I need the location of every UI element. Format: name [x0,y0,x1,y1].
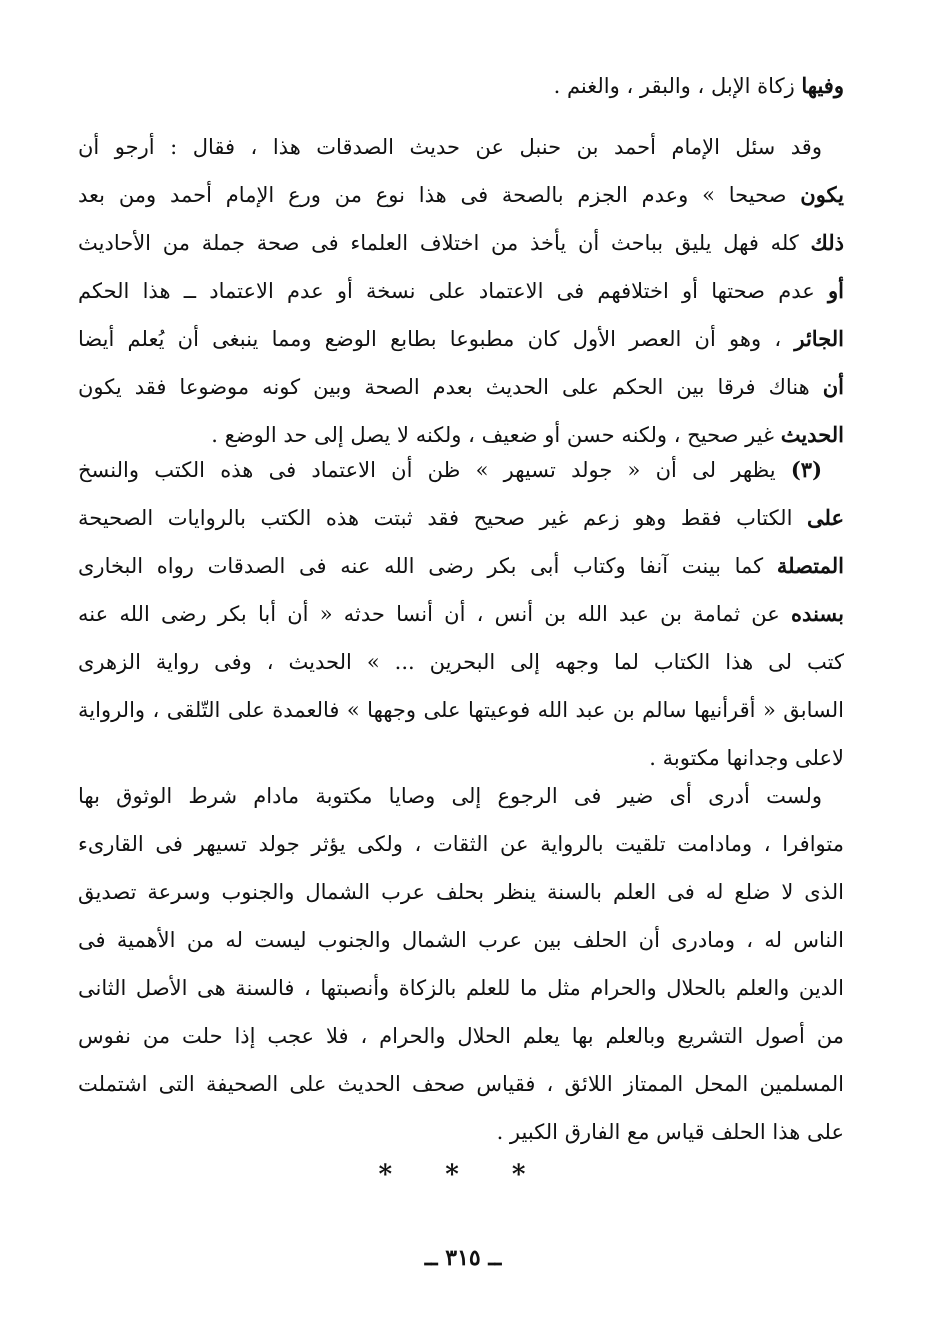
line-text: ولست أدرى أى ضير فى الرجوع إلى وصايا مكتوبة مادام شرط الوثوق بها [78,784,822,808]
line-text: وقد سئل الإمام أحمد بن حنبل عن حديث الصدقات هذا ، فقال : أرجو أن [78,135,822,159]
line-lead-word: على [807,505,844,530]
line-text: كله فهل يليق بباحث أن يأخذ من اختلاف العلماء فى صحة جملة من الأحاديث [78,231,811,255]
text-line [78,446,844,494]
line-lead-word: الحديث [780,422,844,447]
text-line [78,542,844,590]
line-text: من أصول التشريع وبالعلم بها يعلم الحلال والحرام ، فلا عجب إذا حلت من نفوس [78,1024,844,1048]
line-text: السابق « أقرأنيها سالم بن عبد الله فوعيتها على وجهها » فالعمدة على التّلقى ، والرواية [78,698,844,722]
text-line [78,1012,844,1060]
line-text: ، وهو أن العصر الأول كان مطبوعا بطابع الوضع ومما ينبغى أن يُعلم أيضا [78,327,795,351]
line-lead-word: يكون [800,182,844,207]
line-text: زكاة الإبل ، والبقر ، والغنم . [553,74,802,98]
text-line [78,868,844,916]
text-line [78,772,844,820]
section-divider: * * * [378,1160,548,1190]
line-lead-word: أو [828,278,844,303]
text-line [78,123,844,171]
page-number: ــ ٣١٥ ــ [424,1245,502,1271]
line-text: هناك فرقا بين الحكم على الحديث بعدم الصحة وبين كونه موضوعا فقد يكون [78,375,823,399]
line-lead-word: (٣) [790,457,822,482]
line-text: يظهر لى أن « جولد تسيهر » ظن أن الاعتماد فى هذه الكتب والنسخ [78,458,791,482]
line-text: لاعلى وجدانها مكتوبة . [649,746,844,770]
line-text: عدم صحتها أو اختلافهم فى الاعتماد على نسخة أو عدم الاعتماد ــ هذا الحكم [78,279,829,303]
text-line [78,267,844,315]
line-lead-word: وفيها [801,73,844,98]
text-line [78,686,844,734]
paragraph [78,123,844,459]
paragraph [78,62,844,110]
line-lead-word: أن [822,374,844,399]
line-text: الكتاب فقط وهو زعم غير صحيح فقد ثبتت هذه الكتب بالروايات الصحيحة [78,506,807,530]
line-text: الناس له ، ومادرى أن الحلف بين عرب الشمال والجنوب ليست له من الأهمية فى [78,928,844,952]
text-line [78,494,844,542]
text-line [78,590,844,638]
paragraph [78,446,844,782]
line-text: متوافرا ، ومادامت تلقيت بالرواية عن الثقات ، ولكى يؤثر جولد تسيهر فى القارىء [78,832,844,856]
line-text: الذى لا ضلع له فى العلم بالسنة ينظر بحلف عرب الشمال والجنوب وسرعة تصديق [78,880,844,904]
paragraph [78,772,844,1156]
text-line [78,638,844,686]
line-text: عن ثمامة بن عبد الله بن أنس ، أن أنسا حدثه « أن أبا بكر رضى الله عنه [78,602,792,626]
text-line [78,1108,844,1156]
text-line [78,964,844,1012]
line-text: الدين والعلم بالحلال والحرام مثل ما للعلم بالزكاة وأنصبتها ، فالسنة هى الأصل الثانى [78,976,844,1000]
line-text: صحيحا » وعدم الجزم بالصحة فى هذا نوع من ورع الإمام أحمد ومن بعد [78,183,801,207]
line-lead-word: الجائر [794,326,844,351]
text-line [78,315,844,363]
line-lead-word: ذلك [810,230,844,255]
text-line [78,62,844,110]
line-text: المسلمين المحل الممتاز اللائق ، فقياس صحف الحديث على الصحيفة التى اشتملت [78,1072,844,1096]
line-text: كتب لى هذا الكتاب لما وجهه إلى البحرين ... » الحديث ، وفى رواية الزهرى [78,650,844,674]
text-line [78,219,844,267]
text-line [78,1060,844,1108]
line-lead-word: بسنده [791,601,844,626]
line-text: على هذا الحلف قياس مع الفارق الكبير . [496,1120,844,1144]
text-line [78,363,844,411]
line-text: غير صحيح ، ولكنه حسن أو ضعيف ، ولكنه لا يصل إلى حد الوضع . [211,423,781,447]
line-text: كما بينت آنفا وكتاب أبى بكر رضى الله عنه فى الصدقات رواه البخارى [78,554,777,578]
text-line [78,820,844,868]
line-lead-word: المتصلة [776,553,844,578]
text-line [78,916,844,964]
text-line [78,171,844,219]
